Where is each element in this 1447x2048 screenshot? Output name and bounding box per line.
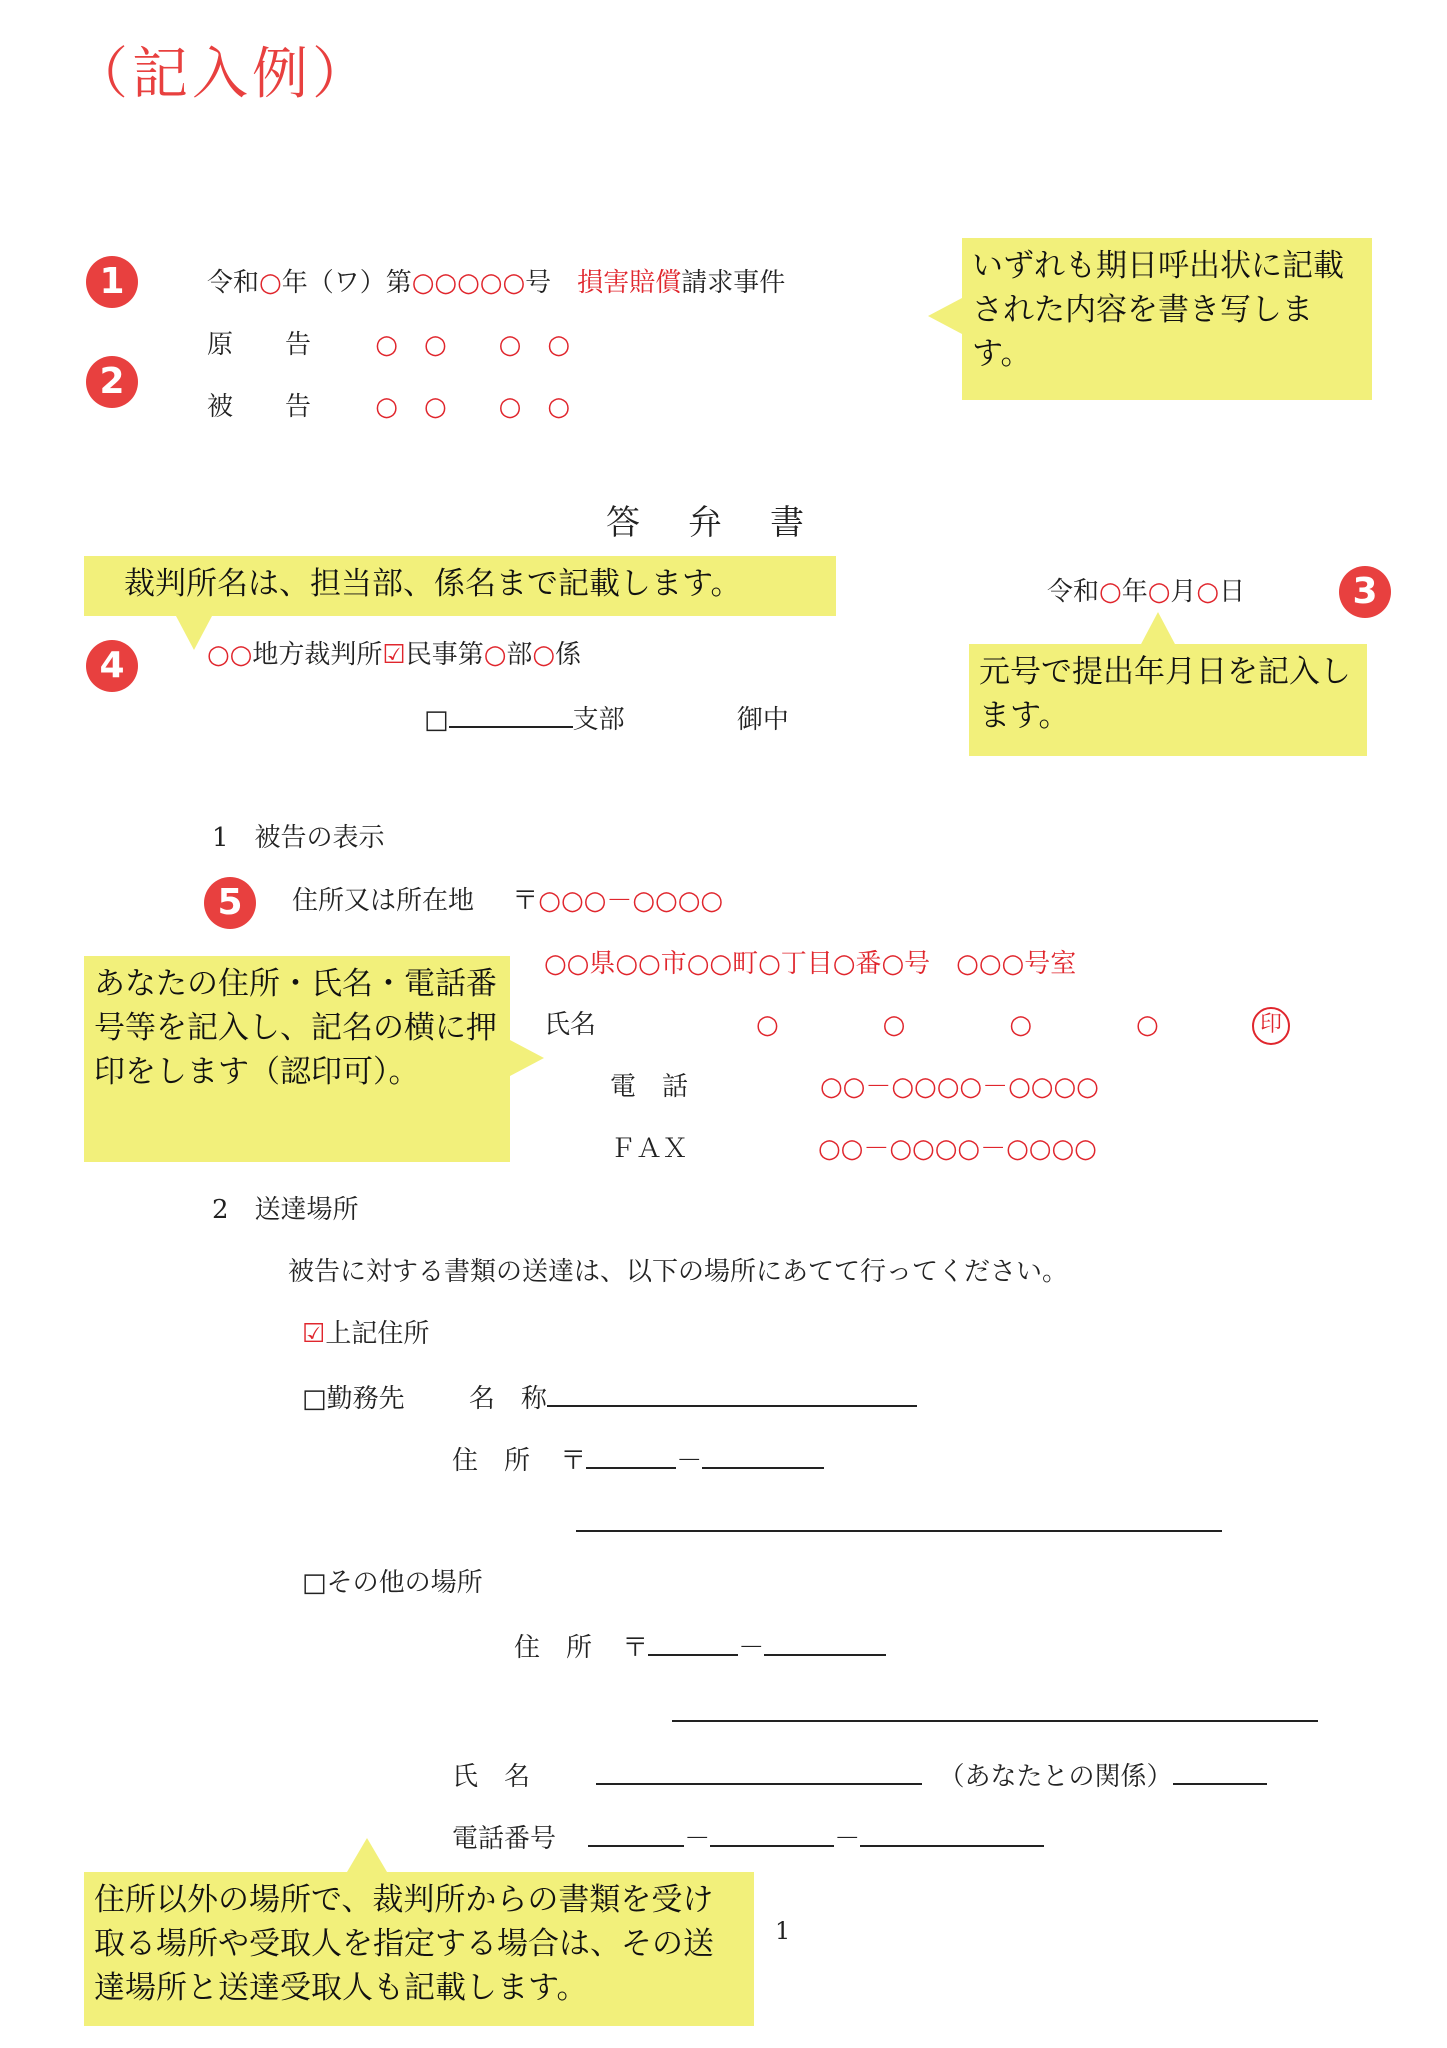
workplace-address-label: 住 所	[452, 1446, 531, 1476]
example-label: （記入例）	[72, 42, 372, 107]
branch-line	[424, 700, 789, 737]
marker-3: 3	[1339, 566, 1391, 618]
seal-icon: 印	[1252, 1007, 1290, 1045]
address-value: ○○県○○市○○町○丁目○番○号 ○○○号室	[544, 949, 1077, 979]
document-title: 答弁書	[606, 503, 852, 543]
recipient-phone-blank-3	[860, 1819, 1044, 1847]
other-postal-dash: －	[738, 1633, 765, 1663]
note-service-pointer	[347, 1838, 387, 1872]
branch-blank	[449, 700, 573, 728]
recipient-phone-blank-2	[710, 1819, 834, 1847]
page-number: 1	[775, 1917, 791, 1945]
address-label: 住所又は所在地	[292, 886, 475, 916]
date-year: ○	[1099, 577, 1122, 607]
court-division-number: ○	[483, 640, 507, 670]
workplace-address-row	[452, 1441, 824, 1478]
recipient-phone-blank-1	[588, 1819, 684, 1847]
case-number-line	[207, 266, 785, 300]
recipient-row	[452, 1757, 1267, 1794]
fax-label: ＦＡＸ	[610, 1134, 689, 1164]
court-line	[207, 638, 581, 672]
recipient-phone-dash-1: －	[684, 1824, 711, 1854]
phone-label: 電 話	[610, 1072, 689, 1102]
branch-checkbox-icon: □	[424, 705, 449, 735]
note-service: 住所以外の場所で、裁判所からの書類を受け取る場所や受取人を指定する場合は、その送達場所と送達受取人も記載します。	[84, 1872, 754, 2026]
workplace-postal-blank-2	[702, 1441, 824, 1469]
case-era: 令和	[207, 268, 260, 298]
option-other-place-label: その他の場所	[326, 1568, 483, 1598]
relation-blank	[1173, 1757, 1267, 1785]
fax-value: ○○－○○○○－○○○○	[818, 1134, 1097, 1164]
unchecked-box-icon: □	[302, 1384, 327, 1414]
date-era: 令和	[1047, 577, 1100, 607]
branch-suffix: 支部	[572, 705, 625, 735]
note-case-info-pointer	[928, 298, 962, 334]
other-postal-mark: 〒	[622, 1633, 649, 1663]
recipient-name-label: 氏 名	[452, 1762, 531, 1792]
workplace-postal-dash: －	[676, 1446, 703, 1476]
case-type: 損害賠償	[577, 268, 682, 298]
address-row	[292, 884, 723, 918]
other-postal-blank-1	[648, 1628, 738, 1656]
court-division-unit: 部	[506, 640, 533, 670]
case-suffix: 号	[525, 268, 552, 298]
case-mid: 年（ワ）第	[281, 268, 412, 298]
workplace-postal-blank-1	[586, 1441, 676, 1469]
date-year-unit: 年	[1121, 577, 1148, 607]
defendant-label: 被 告	[207, 392, 312, 422]
note-date-pointer	[1140, 612, 1176, 646]
service-intro: 被告に対する書類の送達は、以下の場所にあてて行ってください。	[288, 1257, 1069, 1287]
name-value: ○ ○ ○ ○	[756, 1010, 1159, 1040]
plaintiff-name: ○ ○ ○ ○	[375, 330, 571, 360]
option-other-place	[302, 1566, 483, 1600]
court-section-unit: 係	[555, 640, 582, 670]
defendant-row	[207, 390, 570, 424]
workplace-postal-mark: 〒	[560, 1446, 587, 1476]
note-defendant: あなたの住所・氏名・電話番号等を記入し、記名の横に押印をします（認印可）。	[84, 956, 510, 1162]
case-type-suffix: 請求事件	[681, 268, 786, 298]
marker-4: 4	[86, 640, 138, 692]
option-workplace	[302, 1379, 917, 1416]
other-address-row	[514, 1628, 886, 1665]
date-day-unit: 日	[1219, 577, 1246, 607]
postal-code: ○○○－○○○○	[538, 886, 724, 916]
relation-label: （あなたとの関係）	[938, 1762, 1173, 1792]
workplace-name-label: 名 称	[468, 1384, 547, 1414]
marker-2: 2	[86, 356, 138, 408]
option-workplace-label: 勤務先	[326, 1384, 405, 1414]
phone-row	[610, 1070, 1099, 1104]
note-case-info: いずれも期日呼出状に記載された内容を書き写します。	[962, 238, 1372, 400]
name-row	[544, 1008, 1282, 1042]
other-address-line	[672, 1720, 1318, 1722]
checked-box-icon: ☑	[302, 1319, 326, 1349]
case-year: ○	[259, 268, 282, 298]
note-date: 元号で提出年月日を記入します。	[969, 644, 1367, 756]
date-day: ○	[1196, 577, 1220, 607]
section2-heading: 2 送達場所	[212, 1195, 359, 1225]
court-section-number: ○	[532, 640, 556, 670]
recipient-phone-label: 電話番号	[452, 1824, 557, 1854]
recipient-name-blank	[596, 1757, 922, 1785]
plaintiff-label: 原 告	[207, 330, 312, 360]
recipient-phone-dash-2: －	[834, 1824, 861, 1854]
date-month: ○	[1147, 577, 1171, 607]
phone-value: ○○－○○○○－○○○○	[820, 1072, 1099, 1102]
court-name: ○○	[207, 640, 253, 670]
option-above-address-label: 上記住所	[325, 1319, 430, 1349]
court-check-icon: ☑	[382, 640, 406, 670]
defendant-name: ○ ○ ○ ○	[375, 392, 571, 422]
marker-1: 1	[86, 256, 138, 308]
other-postal-blank-2	[764, 1628, 886, 1656]
unchecked-box-icon: □	[302, 1568, 327, 1598]
name-label: 氏名	[544, 1010, 597, 1040]
submission-date	[1047, 575, 1245, 609]
fax-row	[610, 1132, 1097, 1166]
court-division: 民事第	[405, 640, 484, 670]
option-above-address	[302, 1317, 429, 1351]
workplace-address-line	[576, 1530, 1222, 1532]
date-month-unit: 月	[1170, 577, 1197, 607]
note-court: 裁判所名は、担当部、係名まで記載します。	[84, 556, 836, 616]
other-address-label: 住 所	[514, 1633, 593, 1663]
case-number: ○○○○○	[411, 268, 526, 298]
recipient-phone-row	[452, 1819, 1044, 1856]
marker-5: 5	[204, 877, 256, 929]
court-name-suffix: 地方裁判所	[252, 640, 383, 670]
workplace-name-blank	[547, 1379, 917, 1407]
note-defendant-pointer	[510, 1040, 544, 1076]
plaintiff-row	[207, 328, 570, 362]
addressee: 御中	[736, 705, 789, 735]
postal-mark: 〒	[512, 886, 539, 916]
section1-heading: 1 被告の表示	[212, 823, 385, 853]
